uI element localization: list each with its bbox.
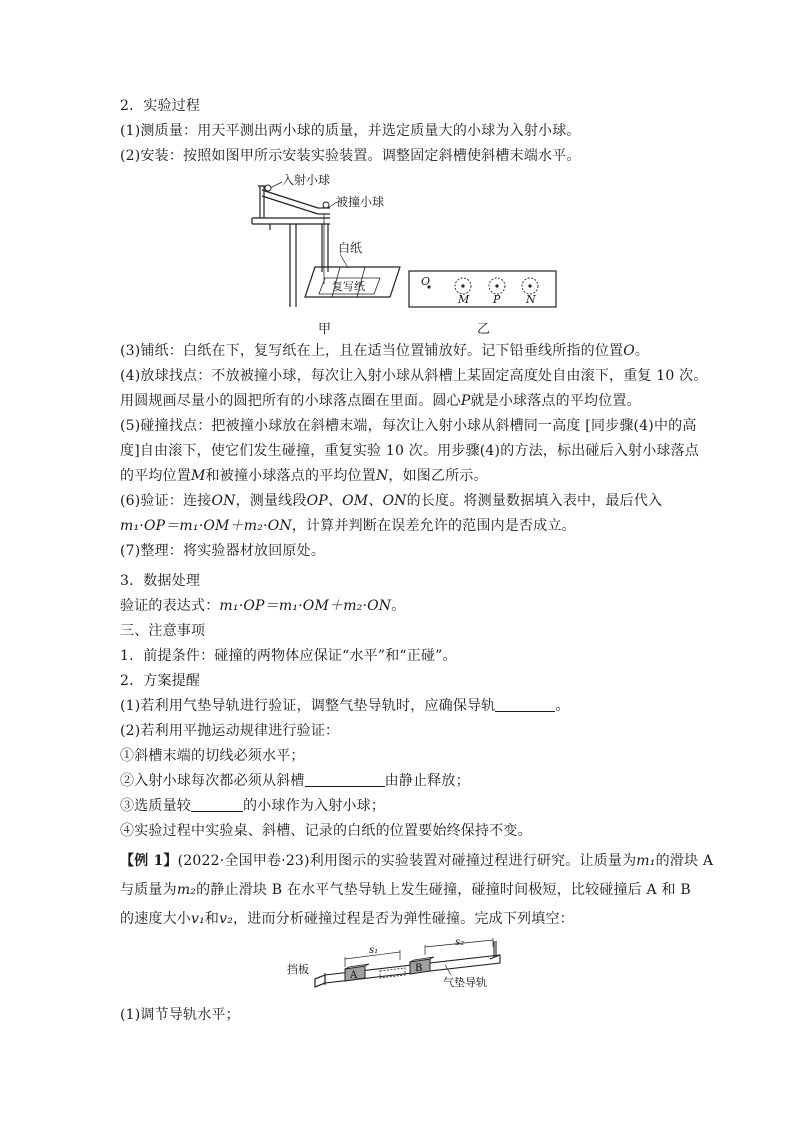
step-5-line-2: 度]自由滚下，使它们发生碰撞，重复实验 10 次。用步骤(4)的方法，标出碰后入射小球落点 [120, 443, 700, 459]
condition-4: ④实验过程中实验桌、斜槽、记录的白纸的位置要始终保持不变。 [120, 823, 532, 839]
label-incident-ball: 入射小球 [282, 173, 331, 187]
label-s2: s₂ [455, 937, 465, 948]
note-1: 1．前提条件：碰撞的两物体应保证“水平”和“正碰”。 [120, 648, 457, 664]
label-point-P: P [493, 293, 501, 306]
label-carbon-paper: 复写纸 [332, 280, 365, 293]
fill-blank-1[interactable] [495, 697, 555, 712]
fill-blank-2[interactable] [305, 772, 385, 787]
fill-blank-3[interactable] [191, 797, 243, 812]
note-2-2: (2)若利用平抛运动规律进行验证： [120, 723, 340, 739]
step-1: (1)测质量：用天平测出两小球的质量，并选定质量大的小球为入射小球。 [120, 123, 581, 139]
step-5-line-1: (5)碰撞找点：把被撞小球放在斜槽末端，每次让入射小球从斜槽同一高度 [同步骤(4)中的高 [120, 418, 697, 434]
figure-yi-landing-points [408, 270, 558, 310]
note-2: 2．方案提醒 [120, 673, 201, 689]
condition-2: ②入射小球每次都必须从斜槽 由静止释放； [120, 773, 470, 789]
condition-1: ①斜槽末端的切线必须水平； [120, 748, 305, 764]
label-point-N: N [526, 293, 536, 306]
step-4-line-1: (4)放球找点：不放被撞小球，每次让入射小球从斜槽上某固定高度处自由滚下，重复 10 次。 [120, 368, 708, 384]
slider-B-label: B [415, 963, 423, 974]
step-4-line-2: 用圆规画尽量小的圆把所有的小球落点圈在里面。圆心P就是小球落点的平均位置。 [120, 393, 641, 409]
label-air-track: 气垫导轨 [443, 976, 487, 989]
step-7: (7)整理：将实验器材放回原处。 [120, 543, 326, 559]
step-3: (3)铺纸：白纸在下，复写纸在上，且在适当位置铺放好。记下铅垂线所指的位置O。 [120, 343, 650, 359]
label-white-paper: 白纸 [338, 241, 363, 255]
label-s1: s₁ [369, 945, 379, 956]
verification-expression: 验证的表达式：m₁·OP＝m₁·OM＋m₂·ON。 [120, 598, 406, 614]
example-1-line-1: 【例 1】(2022·全国甲卷·23)利用图示的实验装置对碰撞过程进行研究。让质量为m₁的滑块 A [120, 853, 714, 869]
step-5-line-3: 的平均位置M和被撞小球落点的平均位置N，如图乙所示。 [120, 468, 488, 484]
example-1-line-2: 与质量为m₂的静止滑块 B 在水平气垫导轨上发生碰撞，碰撞时间极短，比较碰撞后 A 和 B [120, 882, 691, 898]
example-1-line-3: 的速度大小v₁和v₂，进而分析碰撞过程是否为弹性碰撞。完成下列填空： [120, 911, 574, 927]
condition-3: ③选质量较 的小球作为入射小球； [120, 798, 385, 814]
figure-yi-caption: 乙 [477, 322, 491, 337]
section-title-notes: 三、注意事项 [120, 623, 206, 639]
figure-jia-caption: 甲 [318, 322, 332, 337]
figure-jia-apparatus [240, 172, 410, 317]
slider-A-label: A [350, 970, 358, 981]
section-title-experiment-process: 2．实验过程 [120, 98, 201, 114]
label-stop-plate: 挡板 [287, 963, 309, 976]
label-target-ball: 被撞小球 [336, 195, 385, 209]
step-6-line-2: m₁·OP＝m₁·OM＋m₂·ON，计算并判断在误差允许的范围内是否成立。 [120, 518, 576, 534]
label-point-O: O [421, 275, 431, 288]
step-6-line-1: (6)验证：连接ON，测量线段OP、OM、ON的长度。将测量数据填入表中，最后代入 [120, 493, 663, 509]
step-2: (2)安装：按照如图甲所示安装实验装置。调整固定斜槽使斜槽末端水平。 [120, 148, 581, 164]
note-2-1: (1)若利用气垫导轨进行验证，调整气垫导轨时，应确保导轨 。 [120, 698, 570, 714]
section-title-data-processing: 3．数据处理 [120, 573, 201, 589]
figure-air-track [285, 935, 510, 997]
label-point-M: M [458, 293, 470, 306]
example-1-question-1: (1)调节导轨水平； [120, 1007, 240, 1023]
